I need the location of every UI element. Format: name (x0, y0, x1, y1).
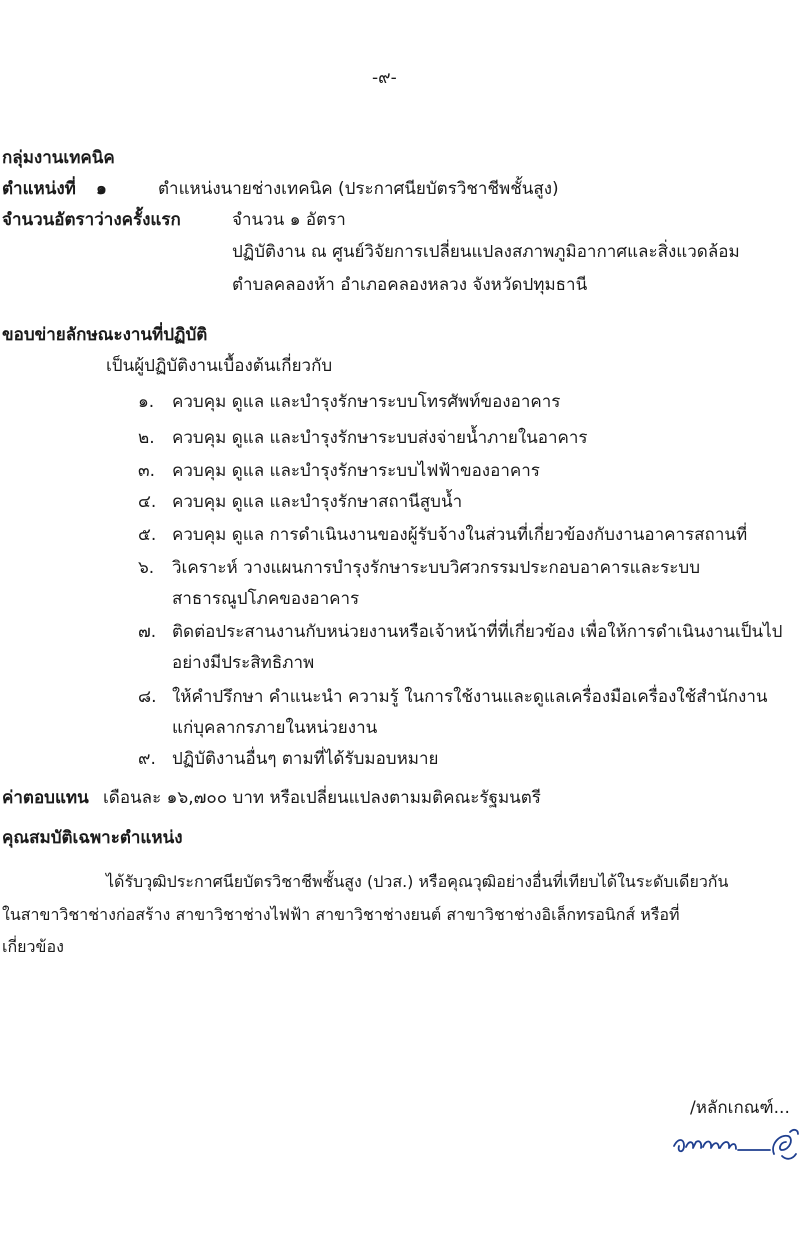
list-item-text: วิเคราะห์ วางแผนการบำรุงรักษาระบบวิศวกรรมประกอบอาคารและระบบ (172, 558, 700, 578)
vacancy-location-line2: ตำบลคลองห้า อำเภอคลองหลวง จังหวัดปทุมธานี (232, 275, 588, 295)
list-item-number: ๘. (138, 687, 157, 707)
list-item-number: ๕. (138, 525, 157, 545)
list-item-number: ๑. (138, 392, 155, 412)
list-item-text: ควบคุม ดูแล และบำรุงรักษาระบบโทรศัพท์ของอาคาร (172, 392, 561, 412)
vacancy-label: จำนวนอัตราว่างครั้งแรก (2, 210, 181, 230)
compensation-label: ค่าตอบแทน (2, 788, 89, 808)
list-item-text: ควบคุม ดูแล การดำเนินงานของผู้รับจ้างในส่วนที่เกี่ยวข้องกับงานอาคารสถานที่ (172, 525, 748, 545)
list-item-text: ควบคุม ดูแล และบำรุงรักษาสถานีสูบน้ำ (172, 492, 463, 512)
list-item-number: ๖. (138, 558, 155, 578)
page-number: -๙- (372, 68, 397, 88)
list-item-text-continued: อย่างมีประสิทธิภาพ (172, 653, 315, 673)
scope-intro: เป็นผู้ปฏิบัติงานเบื้องต้นเกี่ยวกับ (106, 356, 333, 376)
list-item-text: ให้คำปรึกษา คำแนะนำ ความรู้ ในการใช้งานและดูแลเครื่องมือเครื่องใช้สำนักงาน (172, 687, 768, 707)
scope-heading: ขอบข่ายลักษณะงานที่ปฏิบัติ (2, 325, 208, 345)
signature-mark (670, 1120, 800, 1170)
list-item-text-continued: สาธารณูปโภคของอาคาร (172, 589, 360, 609)
list-item-number: ๔. (138, 492, 157, 512)
compensation-text: เดือนละ ๑๖,๗๐๐ บาท หรือเปลี่ยนแปลงตามมติคณะรัฐมนตรี (103, 788, 541, 808)
group-heading: กลุ่มงานเทคนิค (2, 148, 115, 168)
continued-marker: /หลักเกณฑ์... (690, 1098, 790, 1118)
vacancy-location-line1: ปฏิบัติงาน ณ ศูนย์วิจัยการเปลี่ยนแปลงสภาพภูมิอากาศและสิ่งแวดล้อม (232, 242, 740, 262)
vacancy-count: จำนวน ๑ อัตรา (232, 210, 346, 230)
list-item-text: ปฏิบัติงานอื่นๆ ตามที่ได้รับมอบหมาย (172, 749, 439, 769)
position-title: ตำแหน่งนายช่างเทคนิค (ประกาศนียบัตรวิชาชีพชั้นสูง) (158, 179, 559, 199)
qualification-line1: ได้รับวุฒิประกาศนียบัตรวิชาชีพชั้นสูง (ปวส.) หรือคุณวุฒิอย่างอื่นที่เทียบได้ในระดับเดียวกัน (106, 872, 729, 891)
qualification-heading: คุณสมบัติเฉพาะตำแหน่ง (2, 828, 183, 848)
list-item-text: ควบคุม ดูแล และบำรุงรักษาระบบส่งจ่ายน้ำภายในอาคาร (172, 428, 588, 448)
list-item-number: ๙. (138, 749, 156, 769)
qualification-line2: ในสาขาวิชาช่างก่อสร้าง สาขาวิชาช่างไฟฟ้า สาขาวิชาช่างยนต์ สาขาวิชาช่างอิเล็กทรอนิกส์ หรือที่ (2, 905, 680, 924)
list-item-number: ๗. (138, 622, 157, 642)
position-number: ๑ (96, 179, 107, 199)
list-item-text-continued: แก่บุคลากรภายในหน่วยงาน (172, 718, 378, 738)
list-item-number: ๓. (138, 461, 156, 481)
position-label: ตำแหน่งที่ (2, 179, 76, 199)
qualification-line3: เกี่ยวข้อง (2, 937, 64, 956)
list-item-text: ติดต่อประสานงานกับหน่วยงานหรือเจ้าหน้าที่ที่เกี่ยวข้อง เพื่อให้การดำเนินงานเป็นไป (172, 622, 783, 642)
list-item-number: ๒. (138, 428, 155, 448)
list-item-text: ควบคุม ดูแล และบำรุงรักษาระบบไฟฟ้าของอาคาร (172, 461, 540, 481)
